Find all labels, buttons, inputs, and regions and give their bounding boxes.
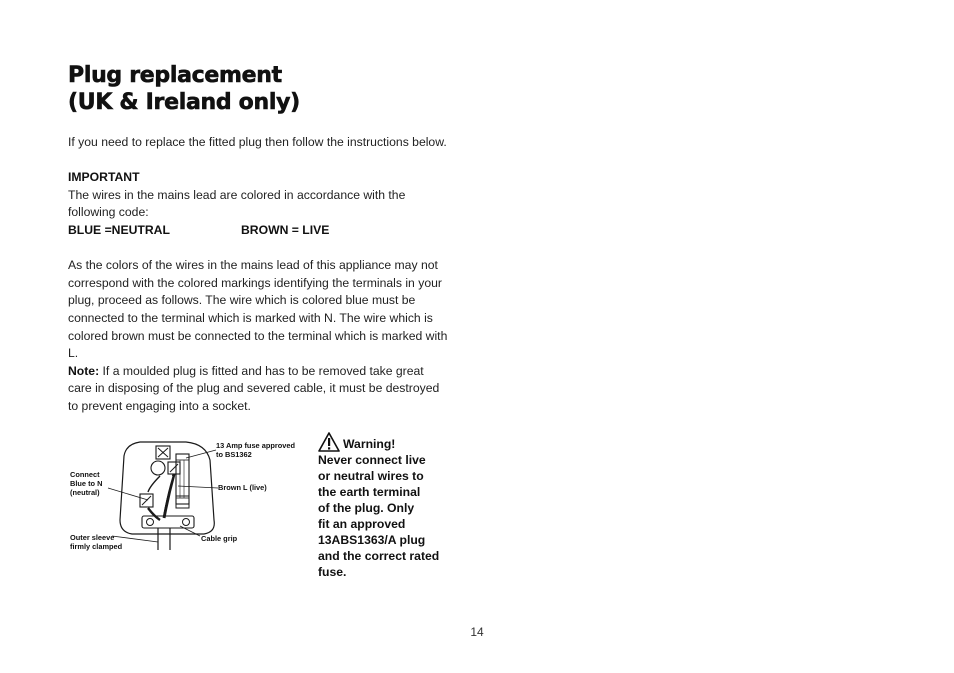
warning-line: fit an approved xyxy=(318,517,406,531)
note-paragraph xyxy=(68,363,450,416)
note-text: If a moulded plug is fitted and has to be removed take great care in disposing of the plug and severed cable, it must be destroyed to prevent engaging into a socket. xyxy=(68,363,440,413)
warning-line: the earth terminal xyxy=(318,485,421,499)
body-text xyxy=(68,134,450,416)
warning-line: or neutral wires to xyxy=(318,469,424,483)
code-blue: BLUE =NEUTRAL xyxy=(68,222,170,237)
important-heading: IMPORTANT xyxy=(68,170,140,185)
mains-cable xyxy=(158,528,170,550)
earth-screw xyxy=(151,461,165,475)
warning-line: of the plug. Only xyxy=(318,501,415,515)
brown-live-label: Brown L (live) xyxy=(218,483,267,492)
wire-code-row xyxy=(68,222,450,240)
important-text: The wires in the mains lead are colored in accordance with the following code: xyxy=(68,187,406,220)
cable-grip-label: Cable grip xyxy=(201,534,238,543)
connect-neutral-label: Connect Blue to N (neutral) xyxy=(70,470,103,497)
page-title xyxy=(68,62,448,116)
page-title-line-2: (UK & Ireland only) xyxy=(68,90,300,115)
note-label: Note: xyxy=(68,363,100,378)
page-number: 14 xyxy=(470,625,484,639)
intro-text: If you need to replace the fitted plug then follow the instructions below. xyxy=(68,135,447,149)
code-brown: BROWN = LIVE xyxy=(241,222,330,237)
warning-line: and the correct rated xyxy=(318,549,440,563)
warning-line: fuse. xyxy=(318,565,347,579)
warning-line: Never connect live xyxy=(318,453,426,467)
instructions-paragraph: As the colors of the wires in the mains lead of this appliance may not correspond with the colored markings identifying the terminals in your plug, proceed as follows. The wire which is colored blue must be connected to the terminal which is marked with N. The wire which is colored brown must be connected to the terminal which is marked with L. xyxy=(68,258,448,361)
warning-triangle-icon xyxy=(318,432,340,452)
earth-wire xyxy=(148,476,160,492)
live-wire xyxy=(164,474,174,518)
warning-title: Warning! xyxy=(343,437,396,451)
warning-line: 13ABS1363/A plug xyxy=(318,533,426,547)
outer-sleeve-label: Outer sleeve firmly clamped xyxy=(70,533,123,551)
fuse-label: 13 Amp fuse approved to BS1362 xyxy=(216,441,295,459)
page-title-line-1: Plug replacement xyxy=(68,63,282,88)
plug-diagram xyxy=(68,436,314,556)
cable-grip xyxy=(142,516,194,528)
warning-heading xyxy=(318,432,468,452)
warning-box xyxy=(318,432,468,580)
